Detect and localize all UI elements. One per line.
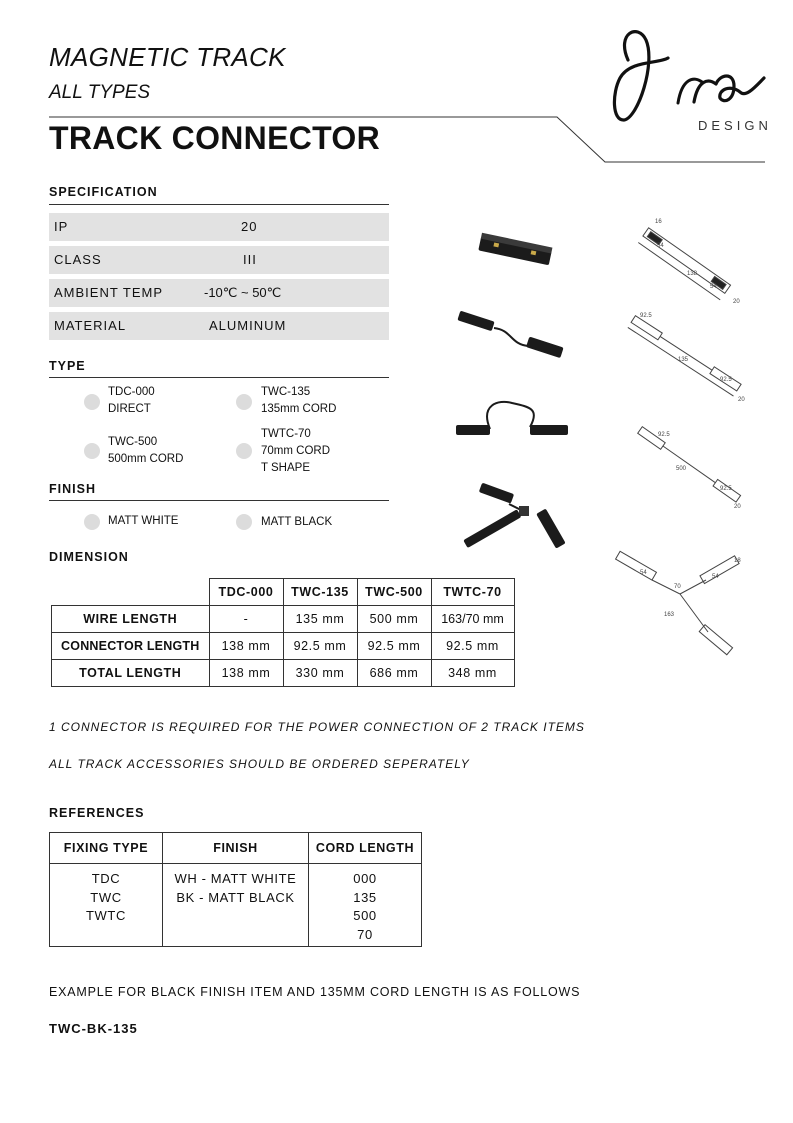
spec-row-class	[49, 246, 389, 274]
drawing-dim-label: 70	[674, 584, 681, 590]
drawing-twc-500	[628, 418, 748, 513]
drawing-dim-label: 138	[687, 271, 698, 277]
table-row	[52, 660, 515, 687]
drawing-dim-label: 54	[657, 243, 664, 249]
table-row	[52, 633, 515, 660]
list-item: BK - MATT BLACK	[176, 889, 295, 905]
dimension-col-header: TWC-500	[357, 579, 431, 606]
dimension-header-row	[52, 579, 515, 606]
dimension-col-header: TWTC-70	[431, 579, 514, 606]
drawing-dim-label: 163	[664, 612, 675, 618]
type-option-label: TDC-000 DIRECT	[108, 386, 155, 415]
drawing-dim-label: 18	[734, 558, 741, 564]
logo-subtext: DESIGN	[698, 118, 772, 133]
table-row	[52, 606, 515, 633]
row-label: TOTAL LENGTH	[52, 660, 210, 687]
finish-option-label: MATT BLACK	[261, 516, 333, 528]
type-radio-twc-135[interactable]	[236, 394, 252, 410]
type-rule	[49, 377, 389, 378]
header-subtitle: ALL TYPES	[49, 82, 151, 103]
drawing-dim-label: 92.5	[658, 432, 670, 438]
type-radio-tdc-000[interactable]	[84, 394, 100, 410]
drawing-dim-label: 500	[676, 466, 687, 472]
drawing-dim-label: 54	[712, 574, 719, 580]
drawing-dim-label: 54	[640, 570, 647, 576]
list-item: 500	[353, 908, 377, 923]
header-title: MAGNETIC TRACK	[49, 42, 286, 72]
product-photo-tdc-000	[440, 225, 580, 285]
drawing-dim-label: 54	[710, 284, 717, 290]
row-label: WIRE LENGTH	[52, 606, 210, 633]
table-cell: 348 mm	[431, 660, 514, 687]
drawing-twtc-70	[612, 548, 747, 660]
example-text: EXAMPLE FOR BLACK FINISH ITEM AND 135MM CORD LENGTH IS AS FOLLOWS	[49, 985, 581, 999]
list-item: WH - MATT WHITE	[174, 871, 297, 886]
references-table	[49, 832, 422, 947]
ref-col-header: CORD LENGTH	[309, 833, 422, 864]
type-radio-twc-500[interactable]	[84, 443, 100, 459]
finish-option-label: MATT WHITE	[108, 515, 179, 527]
spec-value: -10℃ ~ 50℃	[204, 285, 282, 300]
ref-finish-cell	[163, 864, 309, 947]
spec-row-material	[49, 312, 389, 340]
table-cell: 138 mm	[209, 660, 283, 687]
dimension-heading: DIMENSION	[49, 550, 129, 564]
ref-cord-cell	[309, 864, 422, 947]
references-header-row	[50, 833, 422, 864]
note-connector-required: 1 CONNECTOR IS REQUIRED FOR THE POWER CONNECTION OF 2 TRACK ITEMS	[49, 720, 585, 734]
spec-row-ip	[49, 213, 389, 241]
drawing-dim-label: 20	[738, 397, 745, 403]
finish-radio-matt-white[interactable]	[84, 514, 100, 530]
table-cell: 686 mm	[357, 660, 431, 687]
ref-col-header: FIXING TYPE	[50, 833, 163, 864]
finish-rule	[49, 500, 389, 501]
logo-ra-script	[690, 60, 770, 110]
references-heading: REFERENCES	[49, 806, 145, 820]
drawing-dim-label: 92.5	[720, 377, 732, 383]
dimension-empty-corner	[52, 579, 210, 606]
list-item: 135	[353, 889, 377, 905]
spec-key: CLASS	[54, 252, 102, 267]
product-photo-twc-500	[450, 395, 575, 450]
table-cell: 330 mm	[283, 660, 357, 687]
drawing-dim-label: 20	[734, 504, 741, 510]
dimension-table	[51, 578, 515, 687]
references-body-row	[50, 864, 422, 947]
drawing-dim-label: 92.5	[640, 313, 652, 319]
specification-heading: SPECIFICATION	[49, 185, 158, 199]
spec-value: III	[243, 252, 257, 267]
product-photo-twc-135	[450, 300, 575, 370]
product-photo-twtc-70	[455, 480, 575, 550]
ref-col-header: FINISH	[163, 833, 309, 864]
finish-heading: FINISH	[49, 482, 96, 496]
list-item: 000	[353, 871, 377, 886]
drawing-dim-label: 20	[733, 299, 740, 305]
table-cell: 500 mm	[357, 606, 431, 633]
list-item: TWTC	[86, 908, 126, 923]
drawing-dim-label: 135	[678, 357, 689, 363]
type-radio-twtc-70[interactable]	[236, 443, 252, 459]
table-cell: 138 mm	[209, 633, 283, 660]
type-heading: TYPE	[49, 359, 86, 373]
spec-key: MATERIAL	[54, 318, 127, 333]
example-code: TWC-BK-135	[49, 1021, 138, 1036]
list-item: 70	[357, 926, 373, 942]
type-option-label: TWC-135 135mm CORD	[261, 386, 337, 415]
table-cell: 92.5 mm	[431, 633, 514, 660]
spec-key: IP	[54, 219, 69, 234]
row-label: CONNECTOR LENGTH	[52, 633, 210, 660]
spec-value: ALUMINUM	[209, 318, 287, 333]
finish-radio-matt-black[interactable]	[236, 514, 252, 530]
type-option-label: TWTC-70 70mm CORD T SHAPE	[261, 428, 331, 474]
product-title: TRACK CONNECTOR	[49, 120, 381, 156]
list-item: TDC	[91, 871, 121, 886]
drawing-dim-label: 16	[655, 219, 662, 225]
spec-row-ambient-temp	[49, 279, 389, 307]
table-cell: -	[209, 606, 283, 633]
list-item: TWC	[90, 889, 122, 905]
spec-key: AMBIENT TEMP	[54, 285, 164, 300]
dimension-col-header: TDC-000	[209, 579, 283, 606]
type-option-label: TWC-500 500mm CORD	[108, 436, 184, 465]
table-cell: 92.5 mm	[357, 633, 431, 660]
dimension-col-header: TWC-135	[283, 579, 357, 606]
spec-value: 20	[241, 219, 258, 234]
table-cell: 92.5 mm	[283, 633, 357, 660]
table-cell: 163/70 mm	[431, 606, 514, 633]
specification-rule	[49, 204, 389, 205]
drawing-twc-135	[620, 303, 750, 408]
drawing-tdc-000	[625, 215, 745, 310]
drawing-dim-label: 92.5	[720, 486, 732, 492]
note-order-separately: ALL TRACK ACCESSORIES SHOULD BE ORDERED SEPERATELY	[49, 757, 470, 771]
table-cell: 135 mm	[283, 606, 357, 633]
ref-fixing-cell	[50, 864, 163, 947]
